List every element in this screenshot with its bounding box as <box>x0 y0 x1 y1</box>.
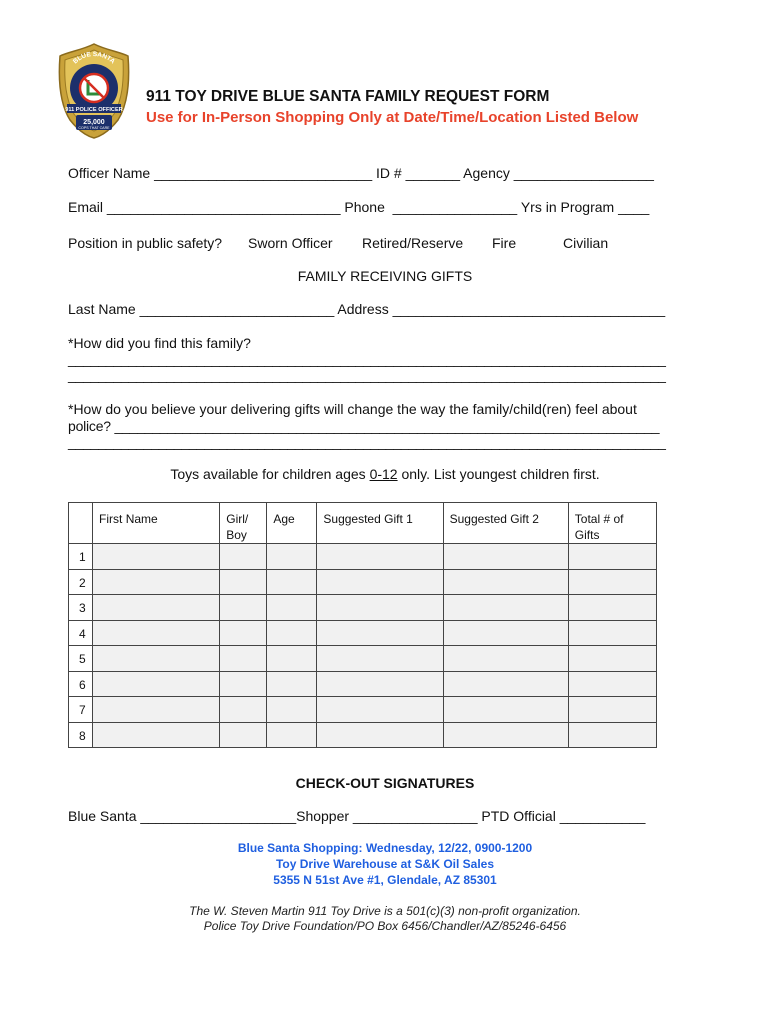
family-heading: FAMILY RECEIVING GIFTS <box>297 268 473 284</box>
checkout-heading: CHECK-OUT SIGNATURES <box>295 775 475 791</box>
row-number: 1 <box>69 544 93 570</box>
table-row <box>69 722 657 748</box>
officer-name-id-agency-line[interactable]: Officer Name ____________________________ ID # _______ Agency __________________ <box>68 165 654 181</box>
row-number: 6 <box>69 671 93 697</box>
first-name-cell[interactable] <box>93 595 220 621</box>
gift-1-cell[interactable] <box>317 697 443 723</box>
age-cell[interactable] <box>267 697 317 723</box>
total-gifts-cell[interactable] <box>568 544 656 570</box>
checkout-signature-line[interactable]: Blue Santa ____________________Shopper ________________ PTD Official ___________ <box>68 808 646 824</box>
gift-1-cell[interactable] <box>317 569 443 595</box>
badge-band-text: 911 POLICE OFFICER <box>65 107 123 113</box>
question-find-family: *How did you find this family? <box>68 335 251 351</box>
header-number <box>69 503 93 544</box>
footer-foundation-address: Police Toy Drive Foundation/PO Box 6456/Chandler/AZ/85246-6456 <box>203 919 567 933</box>
toys-note-after: only. List youngest children first. <box>397 466 600 482</box>
last-name-address-line[interactable]: Last Name _________________________ Address ___________________________________ <box>68 301 666 317</box>
gift-1-cell[interactable] <box>317 544 443 570</box>
age-cell[interactable] <box>267 544 317 570</box>
total-gifts-cell[interactable] <box>568 569 656 595</box>
gift-2-cell[interactable] <box>443 544 568 570</box>
toys-note-before: Toys available for children ages <box>170 466 370 482</box>
email-phone-years-line[interactable]: Email ______________________________ Phone ________________ Yrs in Program ____ <box>68 199 650 215</box>
table-row <box>69 544 657 570</box>
shopping-location: Toy Drive Warehouse at S&K Oil Sales <box>275 857 495 871</box>
gift-2-cell[interactable] <box>443 595 568 621</box>
form-title: 911 TOY DRIVE BLUE SANTA FAMILY REQUEST FORM <box>146 88 550 105</box>
first-name-cell[interactable] <box>93 722 220 748</box>
form-subtitle: Use for In-Person Shopping Only at Date/Time/Location Listed Below <box>146 109 639 126</box>
header-suggested-gift-1: Suggested Gift 1 <box>317 503 443 544</box>
age-cell[interactable] <box>267 595 317 621</box>
age-cell[interactable] <box>267 646 317 672</box>
option-sworn-officer[interactable]: Sworn Officer <box>248 235 333 251</box>
row-number: 2 <box>69 569 93 595</box>
row-number: 8 <box>69 722 93 748</box>
header-suggested-gift-2: Suggested Gift 2 <box>443 503 568 544</box>
gift-2-cell[interactable] <box>443 646 568 672</box>
first-name-cell[interactable] <box>93 646 220 672</box>
question-change-feel-line[interactable]: police? ________________________________________________________________________ <box>68 418 660 434</box>
table-row <box>69 646 657 672</box>
first-name-cell[interactable] <box>93 569 220 595</box>
girl-boy-cell[interactable] <box>220 569 267 595</box>
gift-1-cell[interactable] <box>317 620 443 646</box>
total-gifts-cell[interactable] <box>568 620 656 646</box>
gift-2-cell[interactable] <box>443 697 568 723</box>
blue-santa-badge-logo <box>56 42 132 140</box>
gift-1-cell[interactable] <box>317 646 443 672</box>
table-row <box>69 595 657 621</box>
first-name-cell[interactable] <box>93 697 220 723</box>
girl-boy-cell[interactable] <box>220 671 267 697</box>
badge-bottom-text: COPS THAT CARE <box>78 126 110 130</box>
first-name-cell[interactable] <box>93 671 220 697</box>
total-gifts-cell[interactable] <box>568 595 656 621</box>
header-age: Age <box>267 503 317 544</box>
age-cell[interactable] <box>267 671 317 697</box>
row-number: 7 <box>69 697 93 723</box>
girl-boy-cell[interactable] <box>220 697 267 723</box>
gift-1-cell[interactable] <box>317 595 443 621</box>
toys-note-range: 0-12 <box>369 466 398 482</box>
toys-age-note <box>0 466 770 482</box>
girl-boy-cell[interactable] <box>220 544 267 570</box>
shopping-address: 5355 N 51st Ave #1, Glendale, AZ 85301 <box>273 873 497 887</box>
gift-2-cell[interactable] <box>443 620 568 646</box>
gift-2-cell[interactable] <box>443 671 568 697</box>
gift-2-cell[interactable] <box>443 722 568 748</box>
header-first-name: First Name <box>93 503 220 544</box>
girl-boy-cell[interactable] <box>220 722 267 748</box>
total-gifts-cell[interactable] <box>568 722 656 748</box>
total-gifts-cell[interactable] <box>568 646 656 672</box>
shopping-date-time: Blue Santa Shopping: Wednesday, 12/22, 0900-1200 <box>237 841 533 855</box>
row-number: 3 <box>69 595 93 621</box>
girl-boy-cell[interactable] <box>220 646 267 672</box>
table-header-row <box>69 503 657 544</box>
table-row <box>69 620 657 646</box>
question-change-feel: *How do you believe your delivering gifts will change the way the family/child(ren) feel about <box>68 401 637 417</box>
age-cell[interactable] <box>267 620 317 646</box>
age-cell[interactable] <box>267 722 317 748</box>
gift-2-cell[interactable] <box>443 569 568 595</box>
answer-line-2[interactable]: _______________________________________________________________________________ <box>68 367 666 383</box>
badge-top-text: BLUE SANTA <box>71 50 117 66</box>
position-label: Position in public safety? <box>68 235 223 251</box>
footer-nonprofit-note: The W. Steven Martin 911 Toy Drive is a 501(c)(3) non-profit organization. <box>189 904 581 918</box>
option-retired-reserve[interactable]: Retired/Reserve <box>362 235 464 251</box>
table-row <box>69 671 657 697</box>
header-total-gifts: Total # of Gifts <box>568 503 656 544</box>
option-fire[interactable]: Fire <box>492 235 517 251</box>
total-gifts-cell[interactable] <box>568 697 656 723</box>
total-gifts-cell[interactable] <box>568 671 656 697</box>
header-girl-boy: Girl/ Boy <box>220 503 267 544</box>
answer-line-1[interactable]: _______________________________________________________________________________ <box>68 351 666 367</box>
age-cell[interactable] <box>267 569 317 595</box>
gift-1-cell[interactable] <box>317 671 443 697</box>
first-name-cell[interactable] <box>93 620 220 646</box>
badge-count: 25,000 <box>83 119 105 126</box>
first-name-cell[interactable] <box>93 544 220 570</box>
girl-boy-cell[interactable] <box>220 595 267 621</box>
gift-1-cell[interactable] <box>317 722 443 748</box>
table-row <box>69 697 657 723</box>
children-table <box>68 502 657 748</box>
option-civilian[interactable]: Civilian <box>563 235 609 251</box>
girl-boy-cell[interactable] <box>220 620 267 646</box>
row-number: 4 <box>69 620 93 646</box>
table-row <box>69 569 657 595</box>
answer-line-3[interactable]: _______________________________________________________________________________ <box>68 434 666 450</box>
row-number: 5 <box>69 646 93 672</box>
